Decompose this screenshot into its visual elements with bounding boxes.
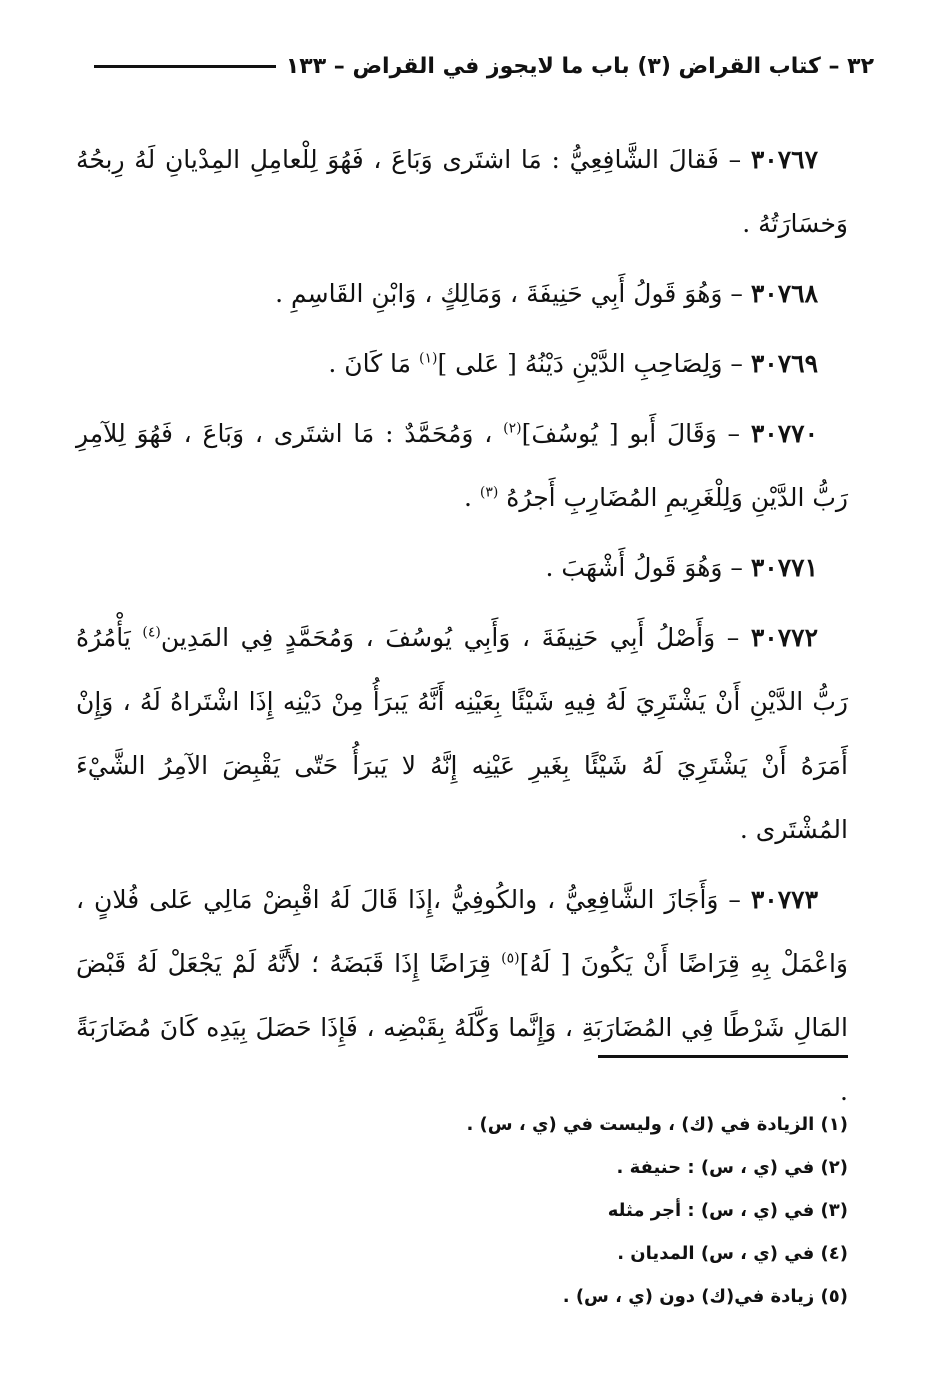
paragraph-number: ٣٠٧٦٨ bbox=[750, 279, 818, 308]
paragraph-text-cont: مَا كَانَ . bbox=[328, 349, 420, 378]
paragraph-text: – وَهُوَ قَولُ أَشْهَبَ . bbox=[545, 553, 743, 582]
paragraph-text-cont: ، وَمُحَمَّدٌ : مَا اشتَرى ، وَبَاعَ ، فَهُوَ لِلآمِرِ رَبُّ الدَّيْنِ وَلِلْغَرِيمِ المُضَارِبِ أَجرُهُ bbox=[76, 419, 848, 512]
footnote-ref[interactable]: (٣) bbox=[479, 484, 499, 501]
paragraph-number: ٣٠٧٦٧ bbox=[750, 145, 818, 174]
footnote-2: (٢) في (ي ، س) : حنيفة . bbox=[616, 1157, 848, 1178]
paragraph-text: – وَأَصْلُ أَبِي حَنِيفَةَ ، وَأَبِي يُوسُفَ ، وَمُحَمَّدٍ فِي المَدِين bbox=[160, 623, 740, 652]
paragraph-30772 bbox=[76, 606, 848, 862]
paragraph-text: – فَقالَ الشَّافِعِيُّ : مَا اشتَرى وَبَاعَ ، فَهُوَ لِلْعامِلِ المِدْيانِ لَهُ رِبحُهُ وَخسَارَتُهُ . bbox=[76, 145, 848, 238]
paragraph-30773 bbox=[76, 868, 848, 1124]
paragraph-30771 bbox=[76, 536, 848, 600]
paragraph-number: ٣٠٧٧٣ bbox=[750, 885, 818, 914]
paragraph-text: – وَأَجَازَ الشَّافِعِيُّ ، والكُوفِيُّ ،إِذَا قَالَ لَهُ اقْبِضْ مَالِي عَلى فُلانٍ ، وَاعْمَلْ بِهِ قِرَاضًا أَنْ يَكُونَ [ لَهُ] bbox=[76, 885, 848, 978]
paragraph-number: ٣٠٧٧٠ bbox=[750, 419, 818, 448]
paragraph-30768 bbox=[76, 262, 848, 326]
footnote-ref[interactable]: (٤) bbox=[142, 624, 161, 641]
footnote-1: (١) الزيادة في (ك) ، وليست في (ي ، س) . bbox=[466, 1114, 848, 1135]
paragraph-text: – وَلِصَاحِبِ الدَّيْنِ دَيْنُهُ [ عَلى ] bbox=[437, 349, 743, 378]
footnote-3: (٣) في (ي ، س) : أجر مثله bbox=[607, 1200, 848, 1221]
paragraph-text: – وَقَالَ أَبو [ يُوسُفَ] bbox=[521, 419, 741, 448]
paragraph-text-cont: يَأْمُرُهُ رَبُّ الدَّيْنِ أَنْ يَشْتَرِيَ لَهُ فِيهِ شَيْئًا بِعَيْنِه أَنَّهُ يَبرَأُ مِنْ دَيْنِه إِذَا اشْتَراهُ لَهُ ، وَإِنْ أَمَرَهُ أَنْ يَشْتَرِيَ لَهُ شَيْئًا بِغَيرِ عَيْنِه إِنَّهُ لا يَبرَأُ حَتّى يَقْبِضَ الآمِرُ الشَّيْءَ المُشْتَرى . bbox=[76, 623, 848, 844]
running-title: ٣٢ – كتاب القراض (٣) باب ما لايجوز في القراض – ١٣٣ bbox=[285, 53, 874, 79]
paragraph-text-end: . bbox=[463, 483, 480, 512]
footnote-ref[interactable]: (٥) bbox=[501, 950, 520, 967]
main-text bbox=[76, 128, 848, 1130]
running-header bbox=[94, 48, 874, 84]
header-rule bbox=[94, 65, 276, 68]
footnote-divider bbox=[598, 1055, 848, 1058]
paragraph-number: ٣٠٧٧١ bbox=[750, 553, 818, 582]
footnote-ref[interactable]: (١) bbox=[419, 350, 438, 367]
paragraph-30769 bbox=[76, 332, 848, 396]
footnote-5: (٥) زيادة في(ك) دون (ي ، س) . bbox=[562, 1286, 848, 1307]
paragraph-30770 bbox=[76, 402, 848, 530]
footnote-4: (٤) في (ي ، س) المديان . bbox=[617, 1243, 848, 1264]
paragraph-30767 bbox=[76, 128, 848, 256]
paragraph-text: – وَهُوَ قَولُ أَبِي حَنِيفَةَ ، وَمَالِكٍ ، وَابْنِ القَاسِمِ . bbox=[275, 279, 743, 308]
paragraph-number: ٣٠٧٦٩ bbox=[750, 349, 818, 378]
paragraph-text-cont: قِرَاضًا إِذَا قَبَضَهُ ؛ لأَنَّهُ لَمْ يَجْعَلْ لَهُ قَبْضَ المَالِ شَرْطًا فِي المُضَارَبَةِ ، وَإِنَّما وَكَّلَهُ بِقَبْضِه ، فَإِذَا حَصَلَ بِيَدِه كَانَ مُضَارَبَةً . bbox=[76, 949, 848, 1106]
footnote-ref[interactable]: (٢) bbox=[503, 420, 522, 437]
footnotes bbox=[76, 1103, 848, 1318]
paragraph-number: ٣٠٧٧٢ bbox=[750, 623, 818, 652]
